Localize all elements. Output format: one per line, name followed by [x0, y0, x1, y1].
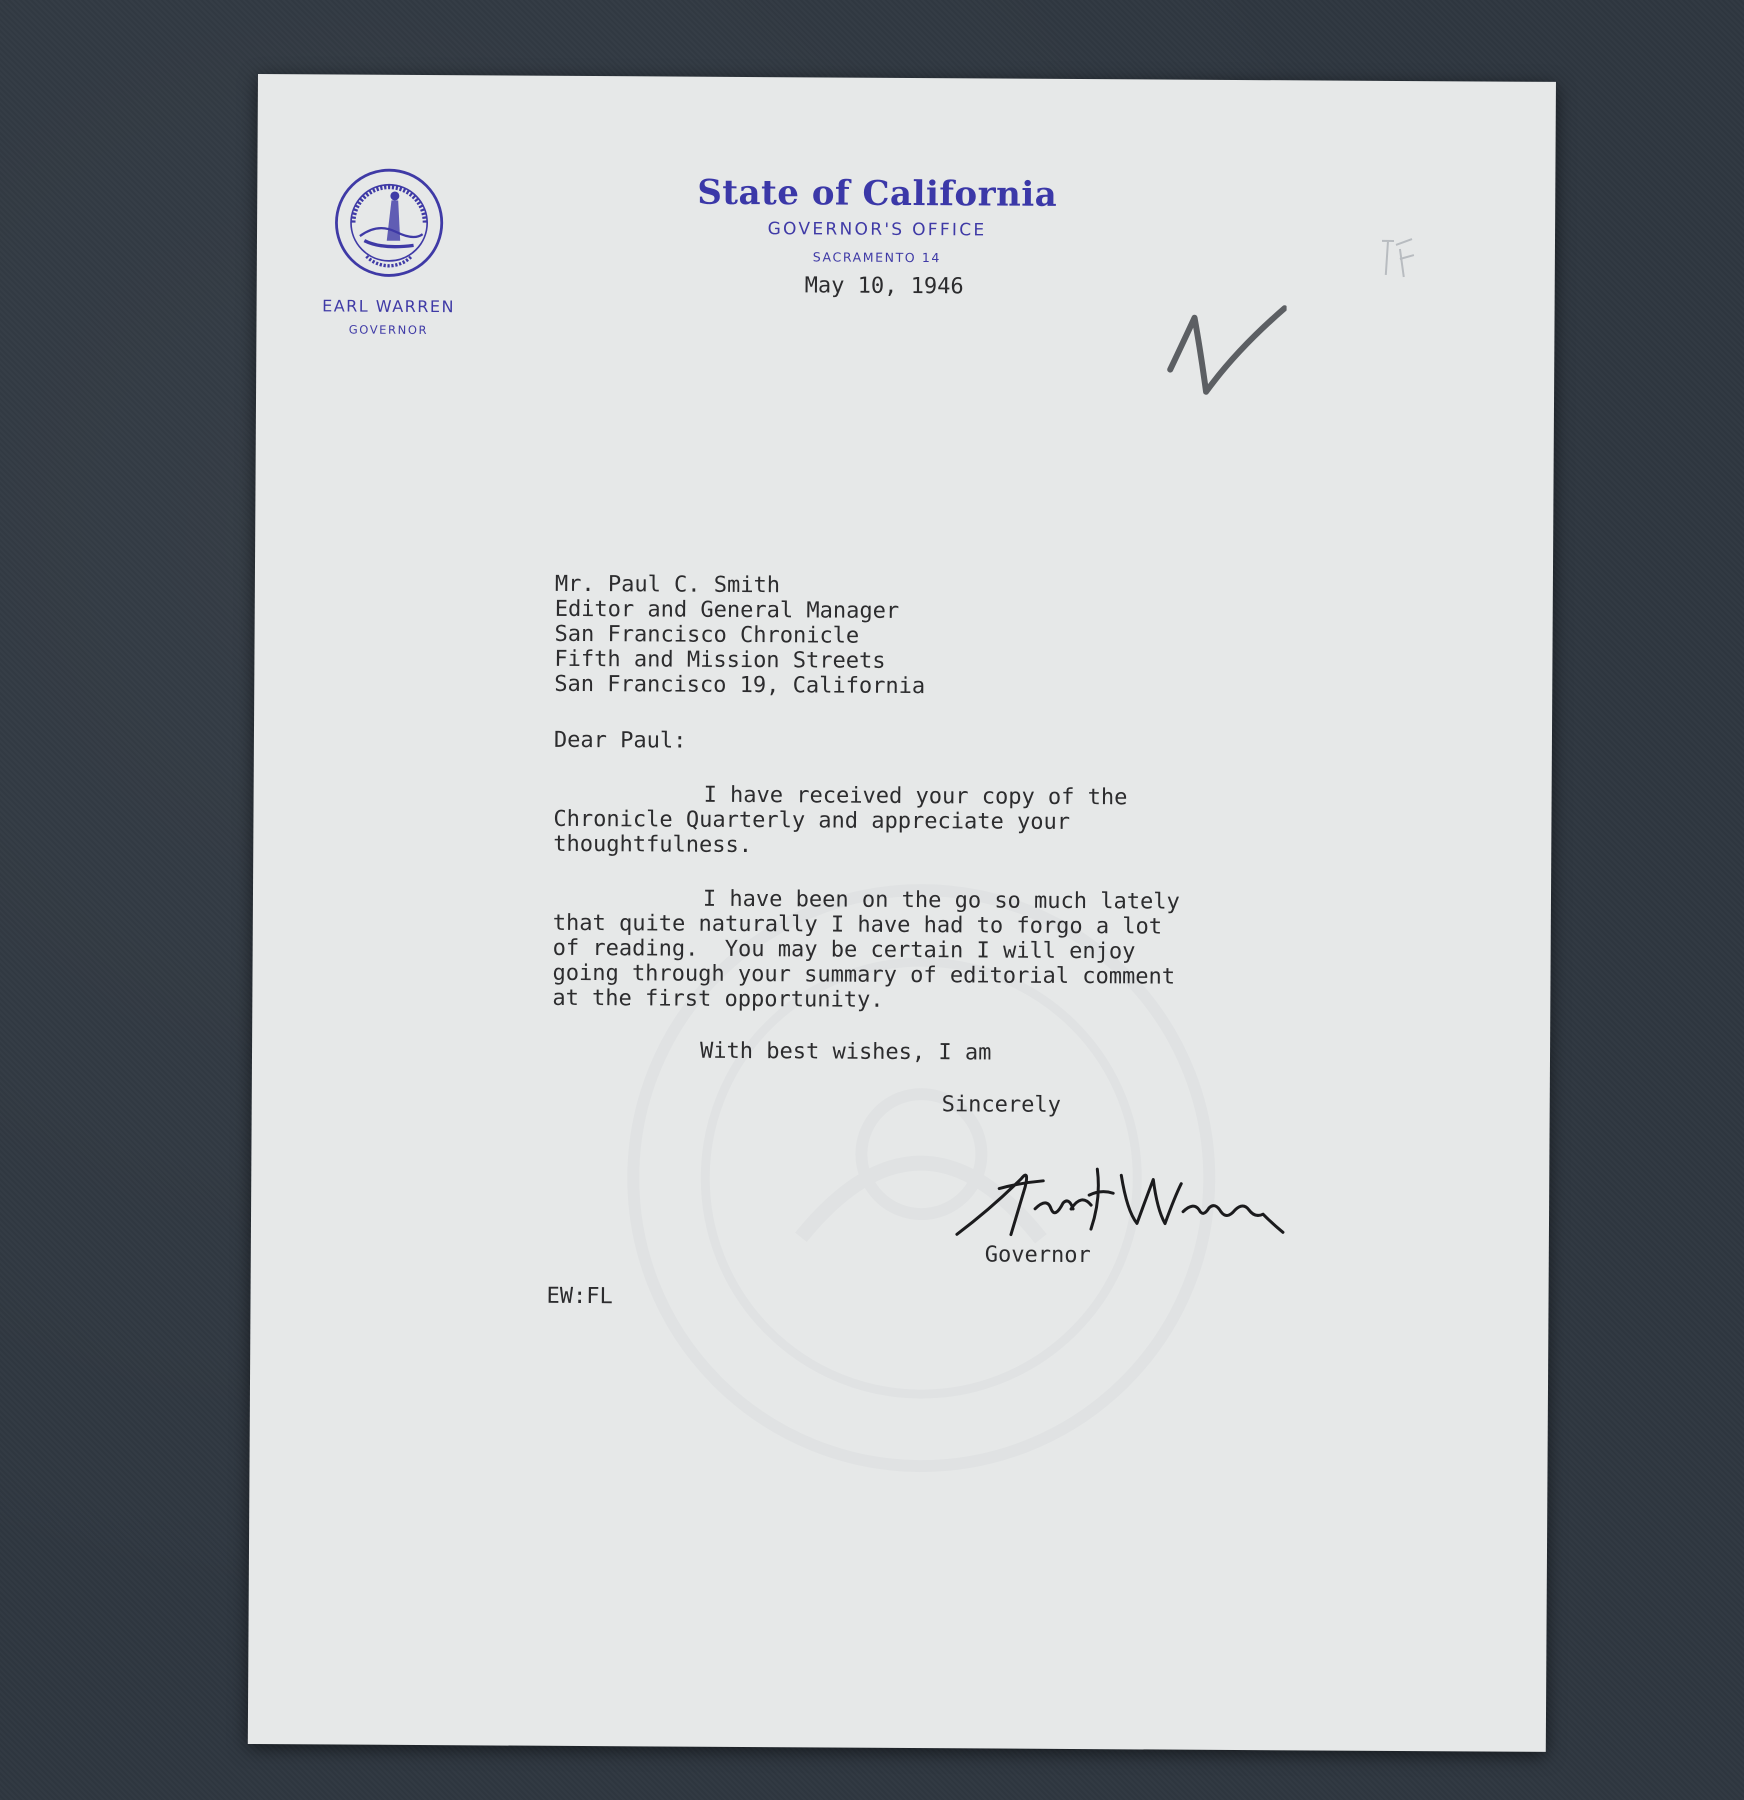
address-line: Editor and General Manager: [554, 596, 900, 624]
paragraph-line: at the first opportunity.: [552, 985, 884, 1013]
recipient-address: [554, 572, 926, 699]
state-seal-logo: [333, 166, 446, 279]
address-line: San Francisco 19, California: [554, 671, 926, 700]
pencil-check-mark: [1166, 300, 1287, 411]
paragraph-line: I have been on the go so much lately: [702, 886, 1180, 915]
faint-pencil-mark: [1377, 235, 1419, 281]
paragraph-line: thoughtfulness.: [553, 831, 753, 859]
typist-initials: EW:FL: [546, 1283, 613, 1310]
paragraph-line: Chronicle Quarterly and appreciate your: [553, 806, 1071, 835]
letterhead-office: GOVERNOR'S OFFICE: [767, 219, 987, 241]
closing: Sincerely: [941, 1092, 1062, 1118]
signer-title: Governor: [984, 1242, 1091, 1269]
closing-wish: With best wishes, I am: [699, 1038, 992, 1066]
paragraph-line: that quite naturally I have had to forgo a lot: [552, 910, 1163, 940]
address-line: Fifth and Mission Streets: [554, 646, 886, 674]
body-paragraph-2: [552, 886, 1180, 1015]
address-line: Mr. Paul C. Smith: [554, 571, 781, 599]
handwritten-signature: [951, 1138, 1292, 1250]
letter-sheet: [248, 74, 1556, 1752]
governor-title: GOVERNOR: [348, 322, 429, 338]
body-paragraph-1: [553, 782, 1127, 861]
letter-date: May 10, 1946: [804, 273, 964, 300]
paragraph-line: going through your summary of editorial comment: [552, 960, 1176, 990]
letterhead-state: State of California: [697, 172, 1058, 215]
governor-name: EARL WARREN: [322, 296, 456, 317]
paragraph-line: of reading. You may be certain I will enjoy: [552, 935, 1136, 965]
paragraph-line: I have received your copy of the: [703, 782, 1128, 811]
address-line: San Francisco Chronicle: [554, 621, 860, 649]
letterhead-city: SACRAMENTO 14: [812, 249, 942, 266]
salutation: Dear Paul:: [553, 727, 687, 754]
